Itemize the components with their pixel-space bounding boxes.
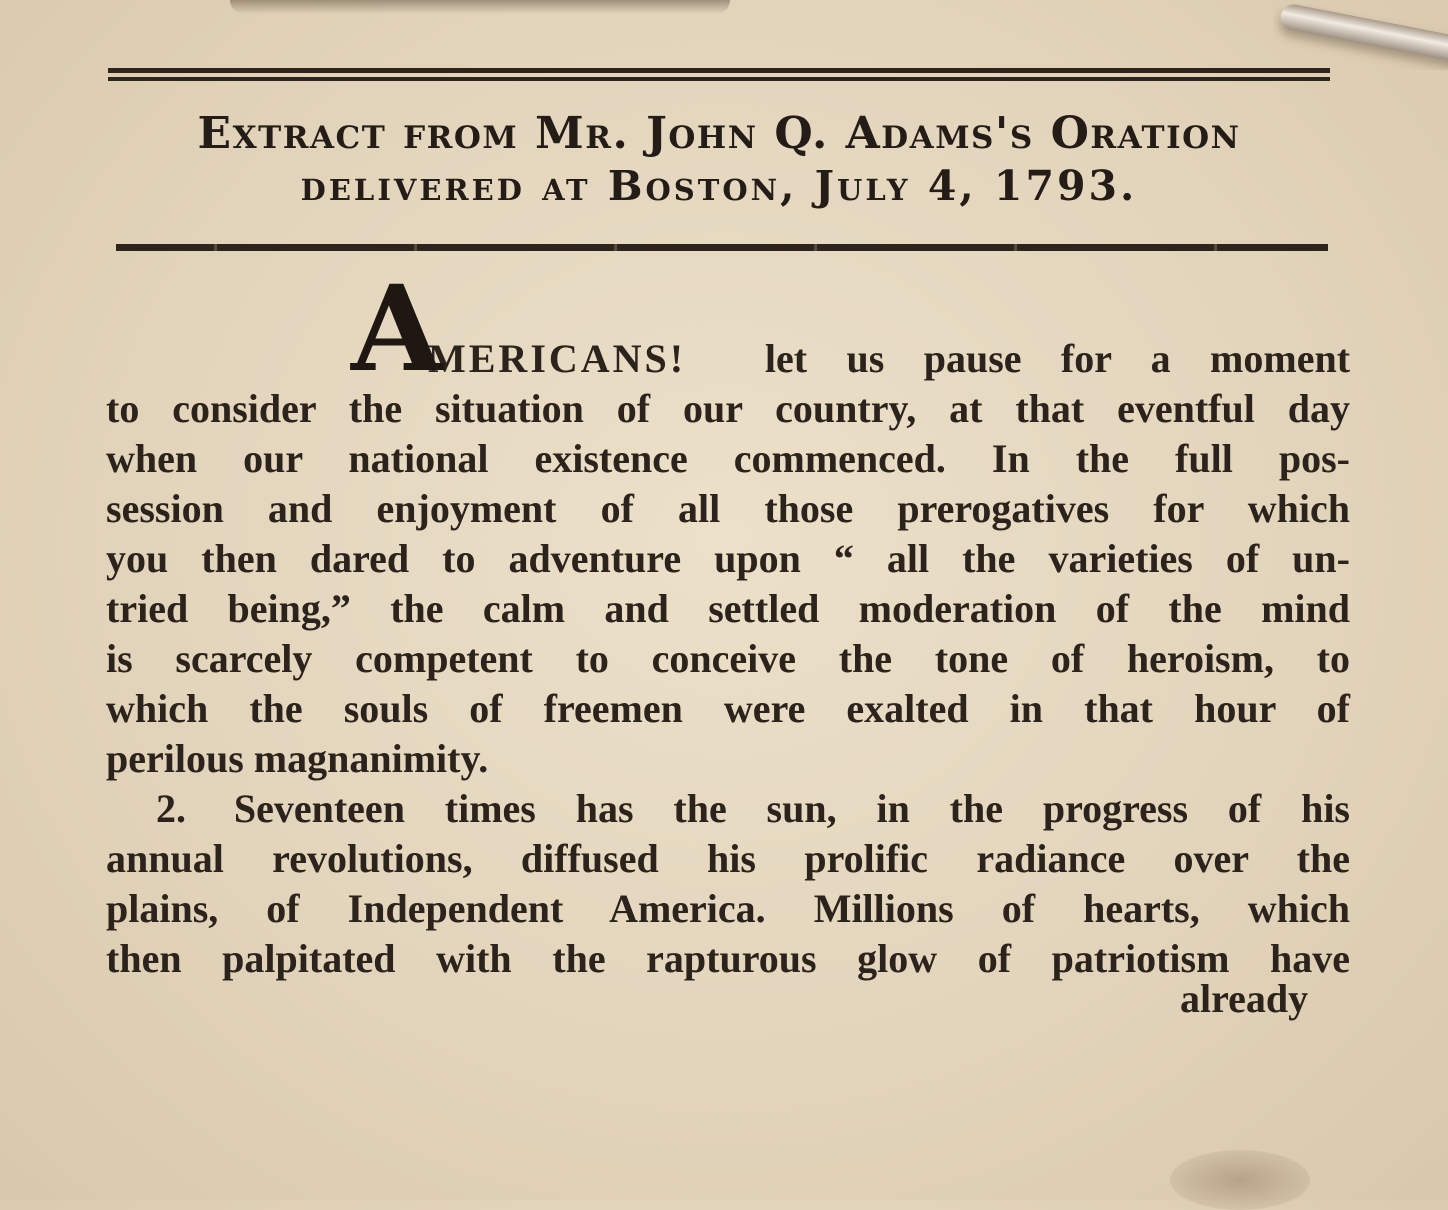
text-line: is scarcely competent to conceive the tone of heroism, to	[106, 636, 1350, 681]
oration-text	[106, 259, 1351, 984]
dashed-rule	[116, 244, 1328, 251]
text-line: when our national existence commenced. In the full pos-	[106, 436, 1350, 481]
pen-icon	[1273, 0, 1448, 70]
text-line	[106, 259, 1351, 398]
drop-cap: A	[351, 259, 443, 398]
first-word: MERICANS!	[428, 336, 687, 381]
top-edge-shadow	[230, 0, 730, 14]
paragraph-number: 2.	[156, 786, 186, 831]
text-line: plains, of Independent America. Millions of hearts, which	[106, 886, 1350, 931]
paper-stain	[1170, 1150, 1310, 1210]
text-line: tried being,” the calm and settled moderation of the mind	[106, 586, 1350, 631]
text-line: to consider the situation of our country, at that eventful day	[106, 386, 1350, 431]
heading-line-2: delivered at Boston, July 4, 1793.	[300, 162, 1138, 210]
text-line: then palpitated with the rapturous glow of patriotism have	[106, 936, 1350, 981]
text-line: you then dared to adventure upon “ all the varieties of un-	[106, 536, 1350, 581]
heading-line-1: Extract from Mr. John Q. Adams's Oration	[197, 108, 1241, 159]
double-rule-top	[108, 68, 1330, 82]
text-line	[106, 784, 1350, 834]
text-line: session and enjoyment of all those prerogatives for which	[106, 486, 1350, 531]
text-line: annual revolutions, diffused his prolific radiance over the	[106, 836, 1350, 881]
text-line: perilous magnanimity.	[106, 736, 489, 781]
catchword: already	[1180, 976, 1309, 1021]
line-text: let us pause for a moment	[764, 336, 1351, 381]
text-line: which the souls of freemen were exalted in that hour of	[106, 686, 1350, 731]
line-text: Seventeen times has the sun, in the progress of his	[233, 786, 1350, 831]
